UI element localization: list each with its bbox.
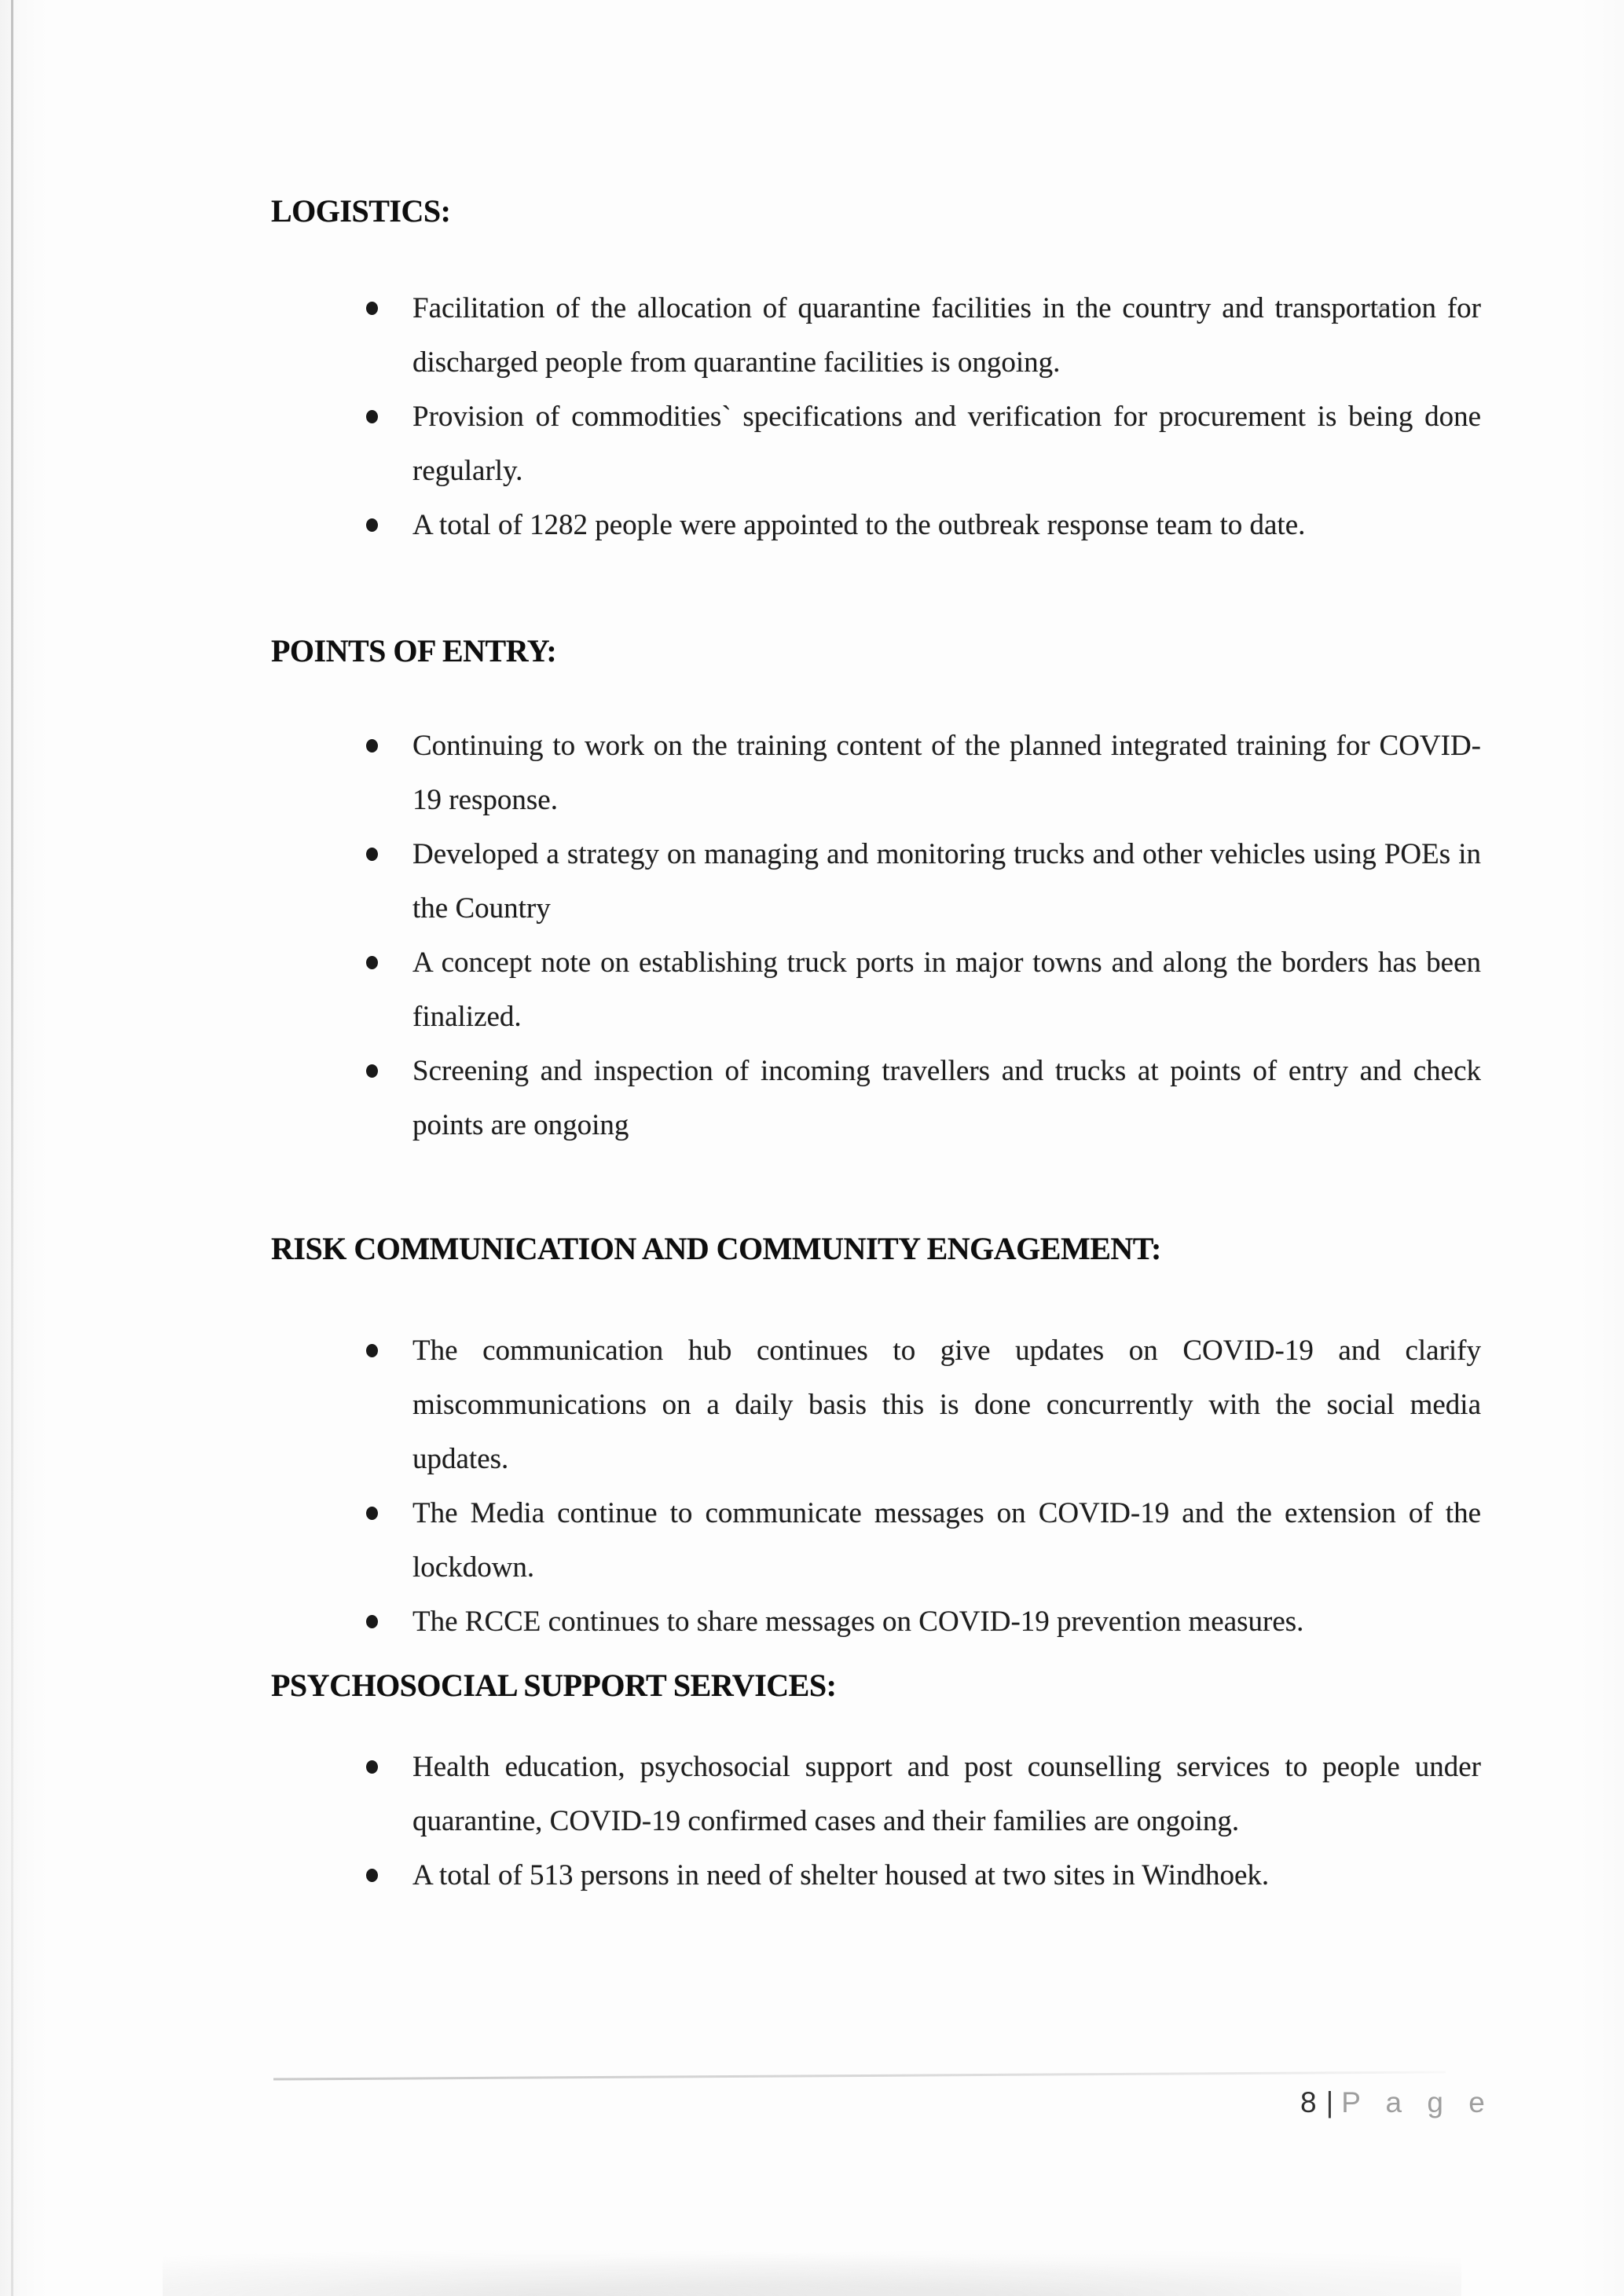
list-item-text: Provision of commodities` specifications and verification for procurement is being done regularly. [412,401,1481,487]
list-item [271,936,1481,1044]
bullet-icon [366,956,378,969]
footer-divider [273,2071,1446,2080]
list-item-text: A total of 1282 people were appointed to the outbreak response team to date. [412,509,1306,541]
bullet-icon [366,1507,378,1520]
list-item [271,1486,1481,1595]
page-label: P a g e [1341,2086,1494,2118]
list-item-text: A concept note on establishing truck ports in major towns and along the borders has been finalized. [412,947,1481,1033]
bullet-icon [366,848,378,861]
list-item-text: The communication hub continues to give updates on COVID-19 and clarify miscommunications on a daily basis this is done concurrently with the social media updates. [412,1335,1481,1475]
section-heading-psychosocial-support: PSYCHOSOCIAL SUPPORT SERVICES: [271,1668,837,1703]
bullet-icon [366,1869,378,1882]
bullet-icon [366,1615,378,1628]
section-heading-logistics: LOGISTICS: [271,193,451,229]
bullet-icon [366,302,378,315]
list-item [271,1740,1481,1848]
bullet-list-logistics [271,281,1481,552]
list-item-text: Developed a strategy on managing and monitoring trucks and other vehicles using POEs in the Country [412,838,1481,925]
list-item-text: Screening and inspection of incoming travellers and trucks at points of entry and check points are ongoing [412,1055,1481,1141]
list-item [271,1595,1481,1649]
list-item [271,498,1481,552]
section-heading-risk-communication: RISK COMMUNICATION AND COMMUNITY ENGAGEMENT: [271,1231,1161,1266]
list-item-text: The Media continue to communicate messages on COVID-19 and the extension of the lockdown. [412,1497,1481,1584]
section-logistics [271,192,1481,552]
page-number-separator: | [1325,2086,1334,2118]
list-item-text: Facilitation of the allocation of quarantine facilities in the country and transportation for discharged people from quarantine facilities is ongoing. [412,292,1481,379]
section-heading-points-of-entry: POINTS OF ENTRY: [271,633,557,668]
section-points-of-entry [271,632,1481,1152]
list-item-text: The RCCE continues to share messages on COVID-19 prevention measures. [412,1606,1304,1638]
list-item-text: Health education, psychosocial support and post counselling services to people under quarantine, COVID-19 confirmed cases and their families are ongoing. [412,1751,1481,1837]
bullet-icon [366,739,378,753]
list-item [271,1848,1481,1902]
bullet-icon [366,1064,378,1078]
list-item-text: A total of 513 persons in need of shelter housed at two sites in Windhoek. [412,1859,1270,1891]
list-item [271,1324,1481,1486]
bullet-list-points-of-entry [271,719,1481,1152]
bullet-list-risk-communication [271,1324,1481,1649]
list-item [271,827,1481,936]
bullet-list-psychosocial-support [271,1740,1481,1902]
scan-edge-artifact [11,0,13,2296]
bullet-icon [366,410,378,423]
section-risk-communication [271,1230,1481,1649]
bullet-icon [366,1760,378,1774]
list-item [271,719,1481,827]
bullet-icon [366,518,378,532]
list-item [271,390,1481,498]
list-item [271,1044,1481,1152]
scan-smudge-artifact [163,2241,1462,2296]
page-number: 8 [1300,2086,1317,2118]
list-item [271,281,1481,390]
list-item-text: Continuing to work on the training content of the planned integrated training for COVID-19 response. [412,730,1481,816]
bullet-icon [366,1344,378,1357]
section-psychosocial-support [271,1667,1481,1902]
page-footer [1300,2085,1494,2120]
